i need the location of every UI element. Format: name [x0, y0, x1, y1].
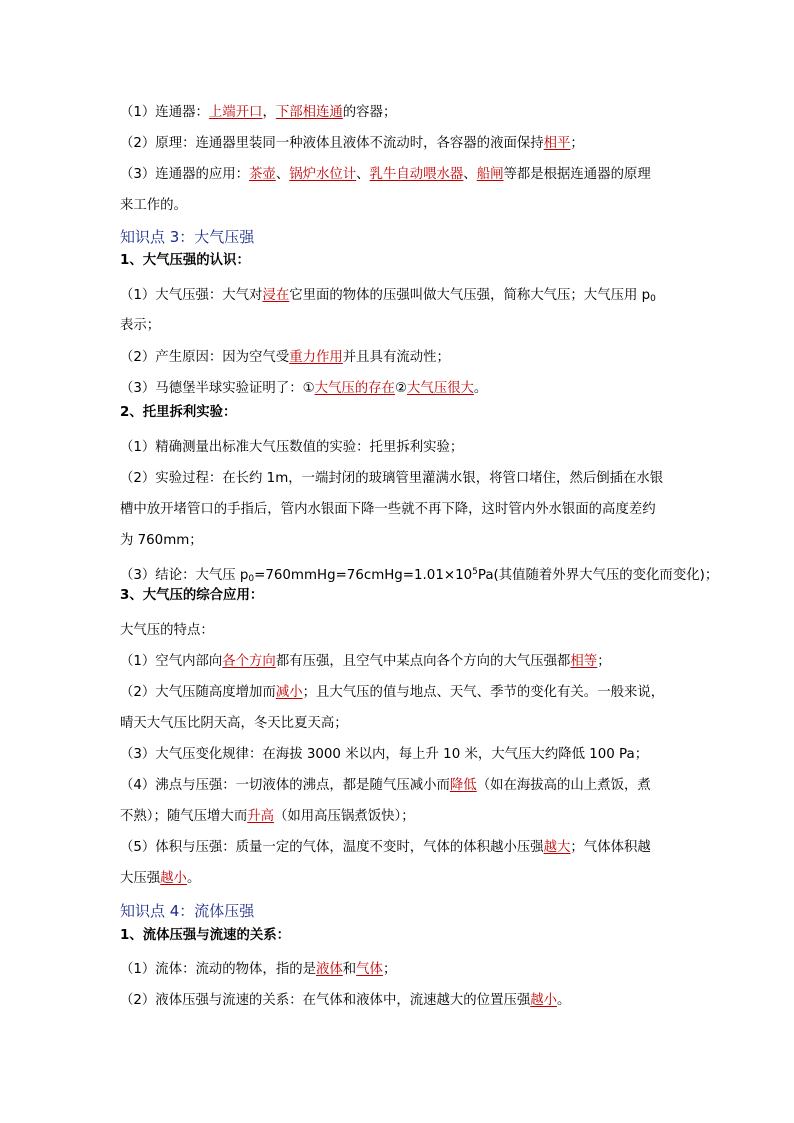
- keyword: 茶壶: [249, 167, 276, 182]
- connector-applications: [120, 165, 680, 185]
- text: Pa(其值随着外界大气压的变化而变化)；: [477, 568, 719, 583]
- keyword: 降低: [449, 778, 477, 793]
- kp3-section3-title: 3、大气压的综合应用：: [120, 588, 264, 603]
- feature-4-cont: [120, 807, 680, 827]
- features-label: 大气压的特点：: [120, 623, 214, 638]
- keyword: 乳牛自动喂水器: [369, 167, 464, 182]
- text: 它里面的物体的压强叫做大气压强，简称大气压；大气压用 p: [289, 288, 651, 303]
- feature-3: （3）大气压变化规律：在海拔 3000 米以内，每上升 10 米，大气压大约降低 100 Pa；: [120, 747, 649, 762]
- text: 并且具有流动性；: [342, 350, 450, 365]
- text: 不熟）；随气压增大而: [120, 809, 248, 824]
- text: ；气体体积越: [570, 840, 651, 855]
- text: 、: [275, 167, 290, 182]
- kp4-section1-title: 1、流体压强与流速的关系：: [120, 928, 291, 943]
- text: （5）体积与压强：质量一定的气体，温度不变时，气体的体积越小压强: [120, 840, 544, 855]
- text: 、: [463, 167, 477, 182]
- keyword: 减小: [275, 685, 303, 700]
- text: 都有压强，且空气中某点向各个方向的大气压强都: [275, 654, 571, 669]
- keyword: 相平: [543, 136, 571, 151]
- connector-definition: [120, 103, 680, 123]
- keyword: 各个方向: [222, 654, 276, 669]
- feature-2-cont: 晴天大气压比阴天高，冬天比夏天高；: [120, 716, 348, 731]
- torricelli-line2a: （2）实验过程：在长约 1m，一端封闭的玻璃管里灌满水银，将管口堵住，然后倒插在水银: [120, 471, 664, 486]
- torricelli-line2c: 为 760mm；: [120, 533, 203, 548]
- text: 和: [342, 962, 357, 977]
- kp3-section2-title: 2、托里拆利实验：: [120, 405, 237, 420]
- feature-2: [120, 683, 680, 703]
- keyword: 船闸: [476, 167, 504, 182]
- text: （2）液体压强与流速的关系：在气体和液体中，流速越大的位置压强: [120, 993, 531, 1008]
- keyword: 下部相连通: [275, 105, 343, 120]
- keyword: 重力作用: [289, 350, 343, 365]
- text: 。: [557, 993, 571, 1008]
- text: ；且大气压的值与地点、天气、季节的变化有关。一般来说，: [302, 685, 665, 700]
- connector-principle: [120, 134, 680, 154]
- superscript: 5: [472, 567, 478, 577]
- kp3-section1-title: 1、大气压强的认识：: [120, 253, 250, 268]
- text: =760mmHg=76cmHg=1.01×10: [254, 568, 473, 583]
- keyword: 越小: [160, 871, 187, 886]
- kp3-line3: [120, 379, 680, 399]
- keyword: 浸在: [262, 288, 290, 303]
- text: （如在海拔高的山上煮饭，煮: [476, 778, 651, 793]
- feature-5: [120, 838, 680, 858]
- text: 。: [186, 871, 201, 886]
- keyword: 大气压的存在: [314, 381, 395, 396]
- kp4-heading: 知识点 4：流体压强: [120, 902, 255, 920]
- text: 、: [356, 167, 370, 182]
- text: ②: [394, 381, 407, 396]
- kp4-line1: [120, 960, 680, 980]
- text: （2）产生原因：因为空气受: [120, 350, 290, 365]
- kp3-line2: [120, 348, 680, 368]
- text: 大压强: [120, 871, 161, 886]
- text: 。: [473, 381, 488, 396]
- text: ，: [262, 105, 276, 120]
- kp4-line2: [120, 991, 680, 1011]
- subscript: 0: [248, 574, 255, 584]
- text: （1）大气压强：大气对: [120, 288, 263, 303]
- torricelli-line1: （1）精确测量出标准大气压数值的实验：托里拆利实验；: [120, 440, 464, 455]
- keyword: 液体: [316, 962, 343, 977]
- connector-applications-cont: 来工作的。: [120, 198, 187, 213]
- keyword: 大气压很大: [406, 381, 474, 396]
- keyword: 越大: [543, 840, 571, 855]
- text: ；: [382, 962, 397, 977]
- keyword: 气体: [356, 962, 383, 977]
- text: （3）连通器的应用：: [120, 167, 250, 182]
- text: （如用高压锅煮饭快）；: [274, 809, 415, 824]
- torricelli-conclusion: [120, 562, 719, 589]
- kp3-heading: 知识点 3：大气压强: [120, 228, 255, 246]
- keyword: 上端开口: [208, 105, 263, 120]
- text: （1）空气内部向: [120, 654, 223, 669]
- text: （3）结论：大气压 p: [120, 568, 249, 583]
- text: （4）沸点与压强：一切液体的沸点，都是随气压减小而: [120, 778, 450, 793]
- text: （2）大气压随高度增加而: [120, 685, 276, 700]
- text: （3）马德堡半球实验证明了：①: [120, 381, 315, 396]
- kp3-line1-cont: 表示；: [120, 318, 161, 333]
- keyword: 越小: [530, 993, 558, 1008]
- text: ；: [570, 136, 584, 151]
- text: 的容器；: [342, 105, 397, 120]
- feature-4: [120, 776, 680, 796]
- feature-5-cont: [120, 869, 680, 889]
- subscript: 0: [650, 294, 656, 304]
- text: 等都是根据连通器的原理: [503, 167, 651, 182]
- keyword: 相等: [570, 654, 598, 669]
- text: （1）流体：流动的物体，指的是: [120, 962, 316, 977]
- text: ；: [597, 654, 611, 669]
- keyword: 升高: [247, 809, 274, 824]
- torricelli-line2b: 槽中放开堵管口的手指后，管内水银面下降一些就不再下降，这时管内外水银面的高度差约: [120, 502, 656, 517]
- feature-1: [120, 652, 680, 672]
- text: （2）原理：连通器里装同一种液体且液体不流动时，各容器的液面保持: [120, 136, 544, 151]
- text: （1）连通器：: [120, 105, 209, 120]
- kp3-line1: [120, 286, 680, 309]
- keyword: 锅炉水位计: [289, 167, 357, 182]
